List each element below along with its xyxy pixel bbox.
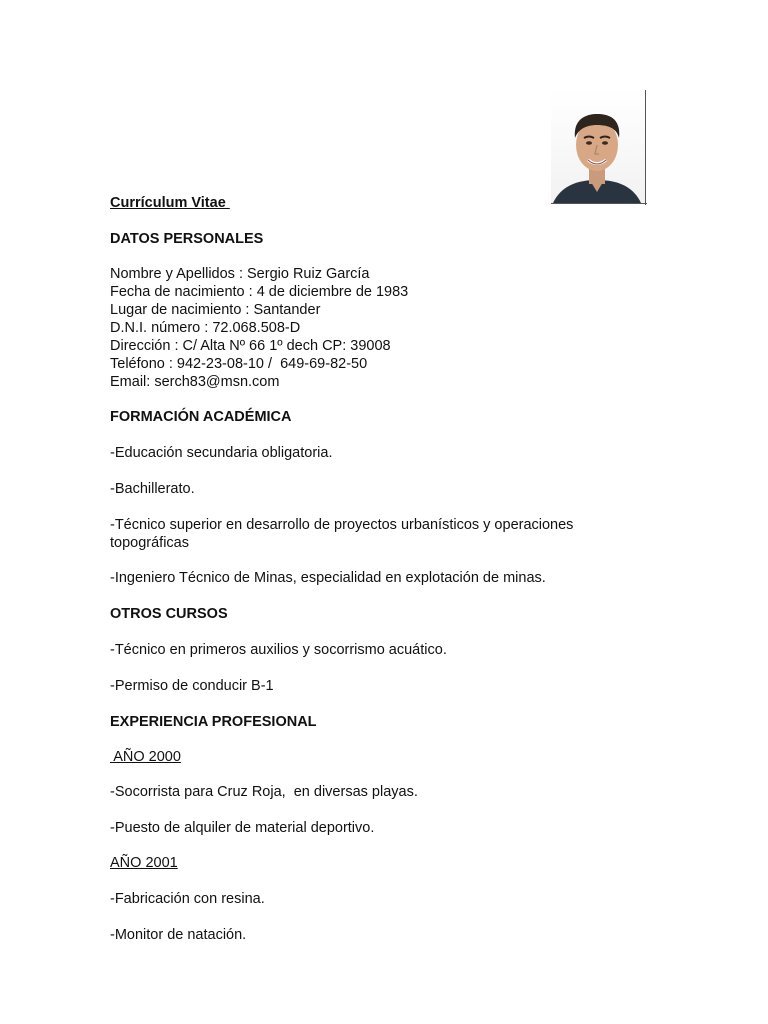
course-item: -Permiso de conducir B-1	[110, 678, 274, 694]
personal-line-name: Nombre y Apellidos : Sergio Ruiz García	[110, 266, 370, 282]
cv-title: Currículum Vitae	[110, 195, 230, 211]
personal-line-dni: D.N.I. número : 72.068.508-D	[110, 320, 301, 336]
personal-line-address: Dirección : C/ Alta Nº 66 1º dech CP: 39008	[110, 338, 391, 354]
education-item: -Bachillerato.	[110, 481, 195, 497]
education-item: -Técnico superior en desarrollo de proyectos urbanísticos y operaciones	[110, 517, 574, 533]
experience-year-heading: AÑO 2000	[110, 749, 181, 765]
education-item: -Ingeniero Técnico de Minas, especialidad en explotación de minas.	[110, 570, 546, 586]
personal-line-birthplace: Lugar de nacimiento : Santander	[110, 302, 321, 318]
experience-item: -Fabricación con resina.	[110, 891, 265, 907]
course-item: -Técnico en primeros auxilios y socorrismo acuático.	[110, 642, 447, 658]
profile-photo	[551, 90, 647, 205]
experience-item: -Monitor de natación.	[110, 927, 247, 943]
section-heading-education: FORMACIÓN ACADÉMICA	[110, 409, 292, 425]
education-item-continued: topográficas	[110, 535, 189, 551]
section-heading-personal: DATOS PERSONALES	[110, 231, 264, 247]
personal-line-birthdate: Fecha de nacimiento : 4 de diciembre de 1983	[110, 284, 409, 300]
personal-line-phone: Teléfono : 942-23-08-10 / 649-69-82-50	[110, 356, 368, 372]
experience-item: -Socorrista para Cruz Roja, en diversas playas.	[110, 784, 418, 800]
section-heading-experience: EXPERIENCIA PROFESIONAL	[110, 714, 317, 730]
section-heading-courses: OTROS CURSOS	[110, 606, 228, 622]
experience-item: -Puesto de alquiler de material deportivo.	[110, 820, 375, 836]
education-item: -Educación secundaria obligatoria.	[110, 445, 333, 461]
experience-year-heading: AÑO 2001	[110, 855, 178, 871]
personal-line-email: Email: serch83@msn.com	[110, 374, 280, 390]
